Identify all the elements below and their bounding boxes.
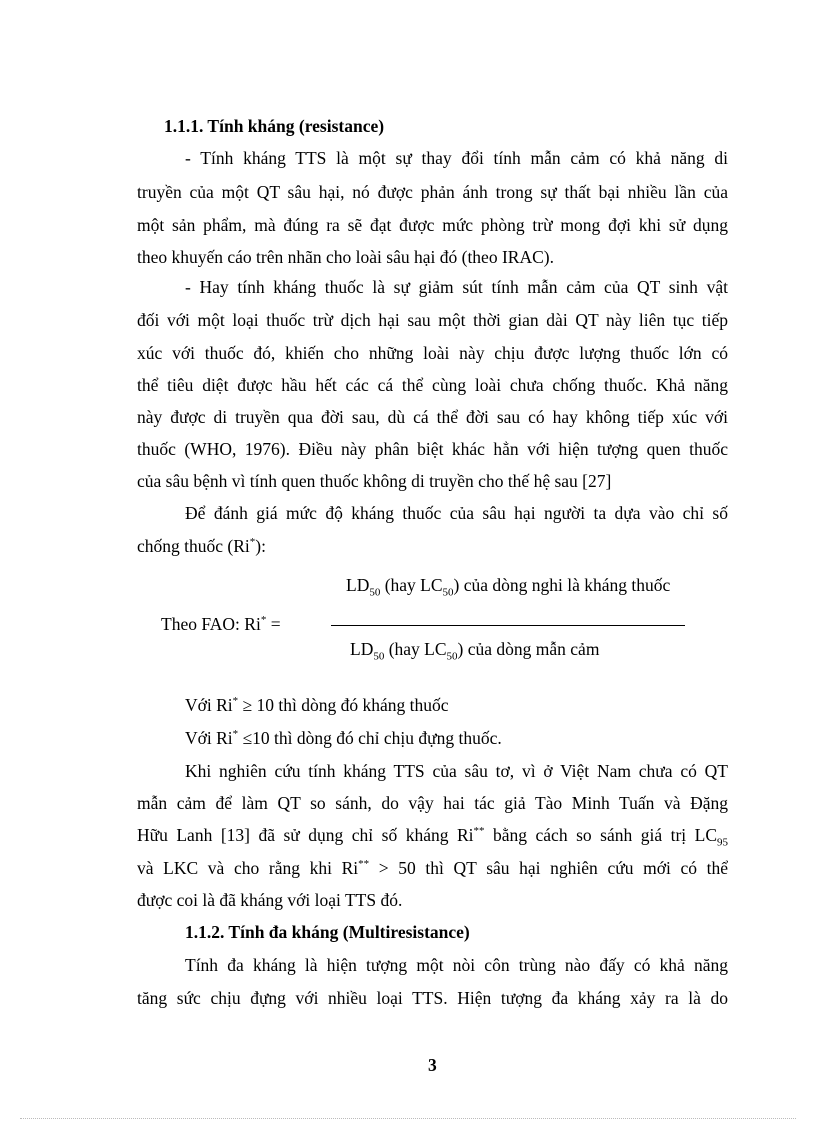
formula-lhs: Theo FAO: Ri* = (161, 614, 281, 634)
text-line: Tính đa kháng là hiện tượng một nòi côn trùng nào đấy có khả năng (185, 955, 728, 975)
text-line: đối với một loại thuốc trừ dịch hại sau một thời gian dài QT này liên tục tiếp (137, 310, 728, 330)
text-line: Để đánh giá mức độ kháng thuốc của sâu hại người ta dựa vào chỉ số (185, 503, 728, 523)
text-line: thể tiêu diệt được hầu hết các cá thể cùng loài chưa chống thuốc. Khả năng (137, 375, 728, 395)
text-line: truyền của một QT sâu hại, nó được phản ánh trong sự thất bại nhiều lần của (137, 182, 728, 202)
text-line: - Hay tính kháng thuốc là sự giảm sút tính mẫn cảm của QT sinh vật (185, 277, 728, 297)
page-number: 3 (428, 1055, 437, 1075)
text-line: - Tính kháng TTS là một sự thay đổi tính mẫn cảm có khả năng di (185, 148, 728, 168)
text-line: chống thuốc (Ri*): (137, 536, 266, 556)
page-bottom-divider (20, 1118, 796, 1119)
text-line: mẫn cảm để làm QT so sánh, do vậy hai tác giả Tào Minh Tuấn và Đặng (137, 793, 728, 813)
section-heading-1-1-1: 1.1.1. Tính kháng (resistance) (164, 116, 385, 136)
text-line: theo khuyến cáo trên nhãn cho loài sâu hại đó (theo IRAC). (137, 247, 554, 267)
condition-tolerant: Với Ri* ≤10 thì dòng đó chỉ chịu đựng thuốc. (185, 728, 502, 748)
text-line: thuốc (WHO, 1976). Điều này phân biệt khác hẳn với hiện tượng quen thuốc (137, 439, 728, 459)
section-heading-1-1-2: 1.1.2. Tính đa kháng (Multiresistance) (185, 922, 470, 942)
text-line: một sản phẩm, mà đúng ra sẽ đạt được mức phòng trừ mong đợi khi sử dụng (137, 215, 728, 235)
text-line: này được di truyền qua đời sau, dù cá thể đời sau có hay không tiếp xúc với (137, 407, 728, 427)
text-line: được coi là đã kháng với loại TTS đó. (137, 890, 403, 910)
formula-numerator: $LD_{50}$ (hay $LC_{50}$) của dòng nghi là kháng thuốc (346, 575, 671, 599)
text-line: Hữu Lanh [13] đã sử dụng chỉ số kháng Ri** bằng cách so sánh giá trị $LC_{95}$ (137, 825, 728, 849)
condition-resistant: Với Ri* ≥ 10 thì dòng đó kháng thuốc (185, 695, 449, 715)
formula-denominator: $LD_{50}$ (hay $LC_{50}$) của dòng mẫn cảm (350, 639, 600, 663)
text-line: và LKC và cho rằng khi Ri** > 50 thì QT sâu hại nghiên cứu mới có thể (137, 858, 728, 878)
text-line: xúc với thuốc đó, khiến cho những loài này chịu được lượng thuốc lớn có (137, 343, 728, 363)
text-line: tăng sức chịu đựng với nhiều loại TTS. Hiện tượng đa kháng xảy ra là do (137, 988, 728, 1008)
fraction-bar (331, 625, 685, 626)
text-line: của sâu bệnh vì tính quen thuốc không di truyền cho thế hệ sau [27] (137, 471, 612, 491)
text-line: Khi nghiên cứu tính kháng TTS của sâu tơ, vì ở Việt Nam chưa có QT (185, 761, 728, 781)
